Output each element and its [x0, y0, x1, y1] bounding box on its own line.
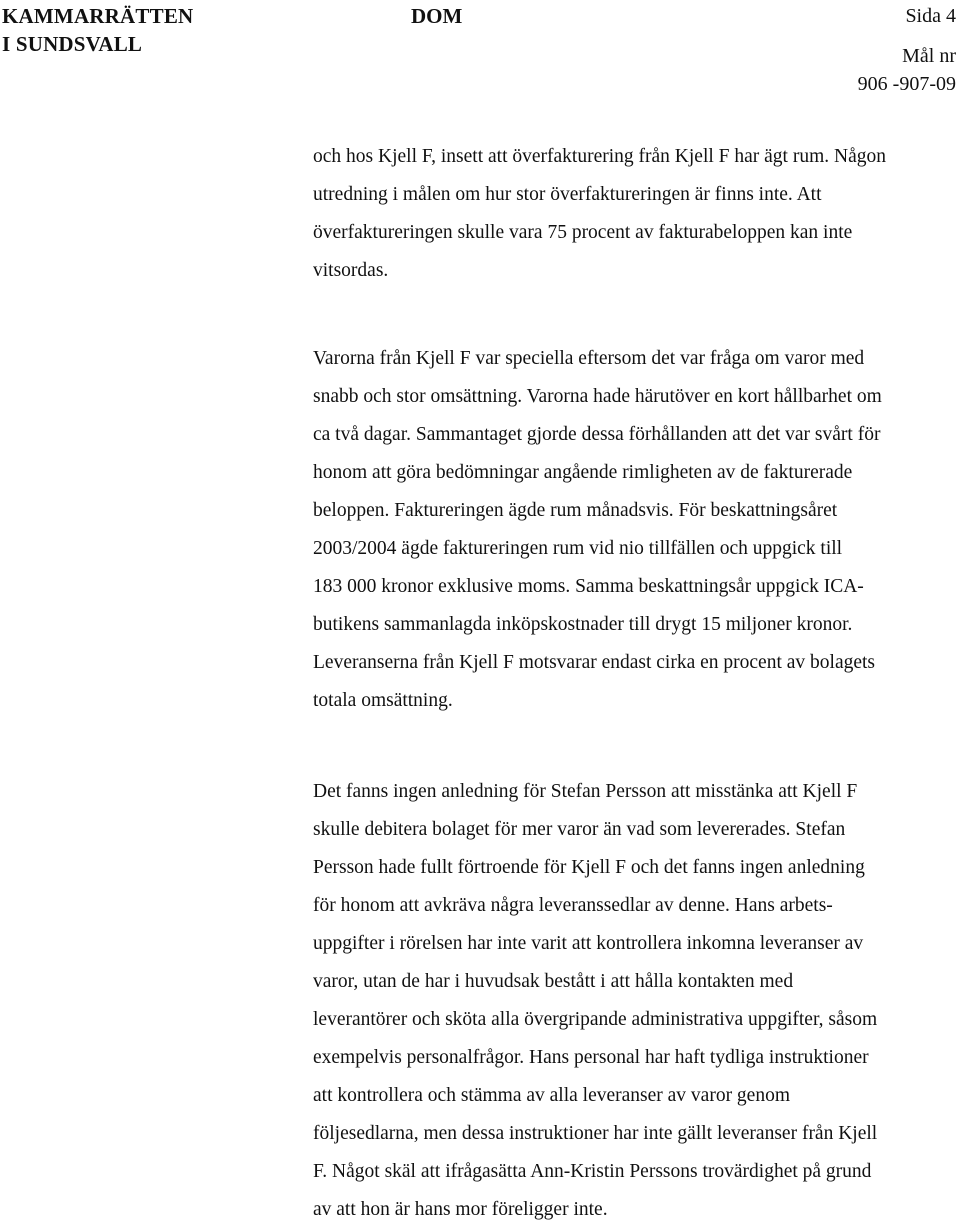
text-line: Det fanns ingen anledning för Stefan Persson att misstänka att Kjell F: [313, 781, 858, 802]
text-line: butikens sammanlagda inköpskostnader till drygt 15 miljoner kronor.: [313, 614, 853, 635]
court-name-line-1: KAMMARRÄTTEN: [2, 4, 194, 28]
text-line: överfaktureringen skulle vara 75 procent av fakturabeloppen kan inte: [313, 222, 853, 243]
document-header: [0, 0, 960, 100]
document-type: DOM: [411, 4, 463, 28]
text-line: för honom att avkräva några leveranssedlar av denne. Hans arbets-: [313, 895, 833, 916]
text-line: att kontrollera och stämma av alla leveranser av varor genom: [313, 1085, 791, 1106]
text-line: följesedlarna, men dessa instruktioner har inte gällt leveranser från Kjell: [313, 1123, 878, 1144]
page-number: Sida 4: [905, 5, 956, 27]
court-name-line-2: I SUNDSVALL: [2, 32, 143, 56]
paragraph-3: [313, 773, 938, 1229]
text-line: ca två dagar. Sammantaget gjorde dessa förhållanden att det var svårt för: [313, 424, 881, 445]
paragraph-2: [313, 340, 938, 720]
text-line: varor, utan de har i huvudsak bestått i att hålla kontakten med: [313, 971, 794, 992]
text-line: totala omsättning.: [313, 690, 453, 711]
paragraph-1: [313, 138, 938, 290]
text-line: Leveranserna från Kjell F motsvarar endast cirka en procent av bolagets: [313, 652, 876, 673]
text-line: 2003/2004 ägde faktureringen rum vid nio tillfällen och uppgick till: [313, 538, 843, 559]
case-number-block: [858, 42, 956, 98]
text-line: Varorna från Kjell F var speciella eftersom det var fråga om varor med: [313, 348, 865, 369]
court-name: [2, 2, 193, 58]
text-line: exempelvis personalfrågor. Hans personal har haft tydliga instruktioner: [313, 1047, 869, 1068]
text-line: snabb och stor omsättning. Varorna hade härutöver en kort hållbarhet om: [313, 386, 882, 407]
text-line: beloppen. Faktureringen ägde rum månadsvis. För beskattningsåret: [313, 500, 838, 521]
text-line: uppgifter i rörelsen har inte varit att kontrollera inkomna leveranser av: [313, 933, 864, 954]
text-line: vitsordas.: [313, 260, 389, 281]
text-line: honom att göra bedömningar angående rimligheten av de fakturerade: [313, 462, 853, 483]
text-line: utredning i målen om hur stor överfaktureringen är finns inte. Att: [313, 184, 822, 205]
case-number-label: Mål nr: [902, 45, 956, 67]
text-line: 183 000 kronor exklusive moms. Samma beskattningsår uppgick ICA-: [313, 576, 864, 597]
case-numbers: 906 -907-09: [857, 73, 956, 95]
text-line: leverantörer och sköta alla övergripande administrativa uppgifter, såsom: [313, 1009, 878, 1030]
text-line: av att hon är hans mor föreligger inte.: [313, 1199, 608, 1220]
text-line: F. Något skäl att ifrågasätta Ann-Kristin Perssons trovärdighet på grund: [313, 1161, 872, 1182]
text-line: Persson hade fullt förtroende för Kjell F och det fanns ingen anledning: [313, 857, 865, 878]
text-line: och hos Kjell F, insett att överfakturering från Kjell F har ägt rum. Någon: [313, 146, 887, 167]
text-line: skulle debitera bolaget för mer varor än vad som levererades. Stefan: [313, 819, 846, 840]
